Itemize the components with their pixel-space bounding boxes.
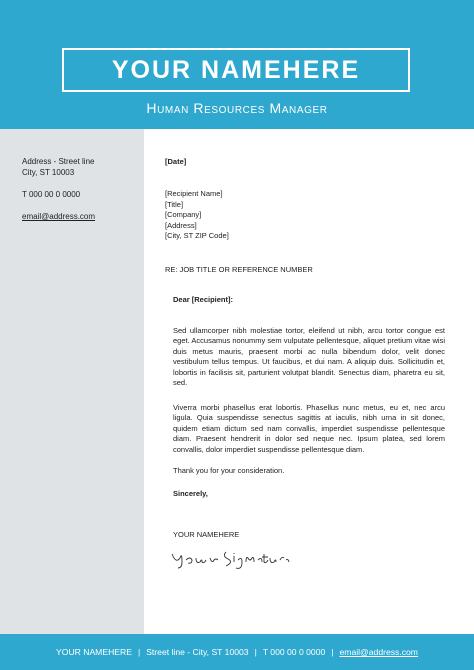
salutation: Dear [Recipient]:: [173, 295, 234, 304]
sidebar-address-line1: Address - Street line: [22, 157, 95, 166]
header-band: [0, 0, 474, 129]
footer-phone: T 000 00 0 0000: [262, 647, 326, 657]
recipient-company: [Company]: [165, 210, 202, 219]
sidebar-phone: T 000 00 0 0000: [22, 190, 81, 199]
recipient-title: [Title]: [165, 199, 184, 209]
closing: Sincerely,: [173, 489, 208, 498]
signature-image: [170, 548, 290, 575]
signer-name: YOUR NAMEHERE: [173, 530, 240, 539]
name-box: [62, 48, 410, 92]
sidebar-email-link[interactable]: email@address.com: [22, 212, 96, 221]
footer-band: [0, 634, 474, 670]
job-title: Human Resources Manager: [146, 100, 328, 116]
footer-street: Street line - City, ST 10003: [146, 647, 249, 657]
recipient-block: [165, 189, 229, 242]
sidebar: [0, 129, 144, 635]
footer-separator: |: [331, 647, 334, 657]
body-paragraph-1: Sed ullamcorper nibh molestiae tortor, eleifend ut nibh, arcu tortor congue est eget. Accusamus nonummy sem vulputate pellentesque, aliquet pretium vitae wisi duis metus mauris, praesent morbi ac nulla bibendum dolor, velit donec vestibulum tellus tempus. Ut faucibus, et dui nam. A aliquip duis. Sollicitudin et, lobortis in facilisis sit, parturient volutpat blandit. Senectus diam, pharetra eu sit, sed.: [173, 326, 445, 388]
footer-separator: |: [137, 647, 141, 657]
sidebar-address-line2: City, ST 10003: [22, 168, 75, 177]
footer-email-link[interactable]: email@address.com: [339, 647, 418, 657]
footer-name: YOUR NAMEHERE: [56, 647, 132, 657]
recipient-address: [Address]: [165, 220, 197, 230]
thanks-line: Thank you for your consideration.: [173, 466, 285, 475]
body-paragraph-2: Viverra morbi phasellus erat lobortis. Phasellus nunc metus, eu et, nec arcu ligula. Quia suspendisse senectus sagittis at iaculis, nibh urna in sit donec, quidem etiam dictum sed nam convallis, imperdiet suspendisse pellentesque diam. Praesent hendrerit in dolor sed neque nec. Ipsum platea, sed lorem convallis, dolor imperdiet suspendisse pellentesque diam.: [173, 403, 445, 454]
recipient-name: [Recipient Name]: [165, 189, 223, 198]
footer-separator: |: [254, 647, 257, 657]
re-line: RE: JOB TITLE OR REFERENCE NUMBER: [165, 265, 313, 274]
recipient-city: [City, ST ZIP Code]: [165, 231, 229, 240]
letter-date: [Date]: [165, 157, 187, 166]
applicant-name: YOUR NAMEHERE: [111, 55, 361, 84]
